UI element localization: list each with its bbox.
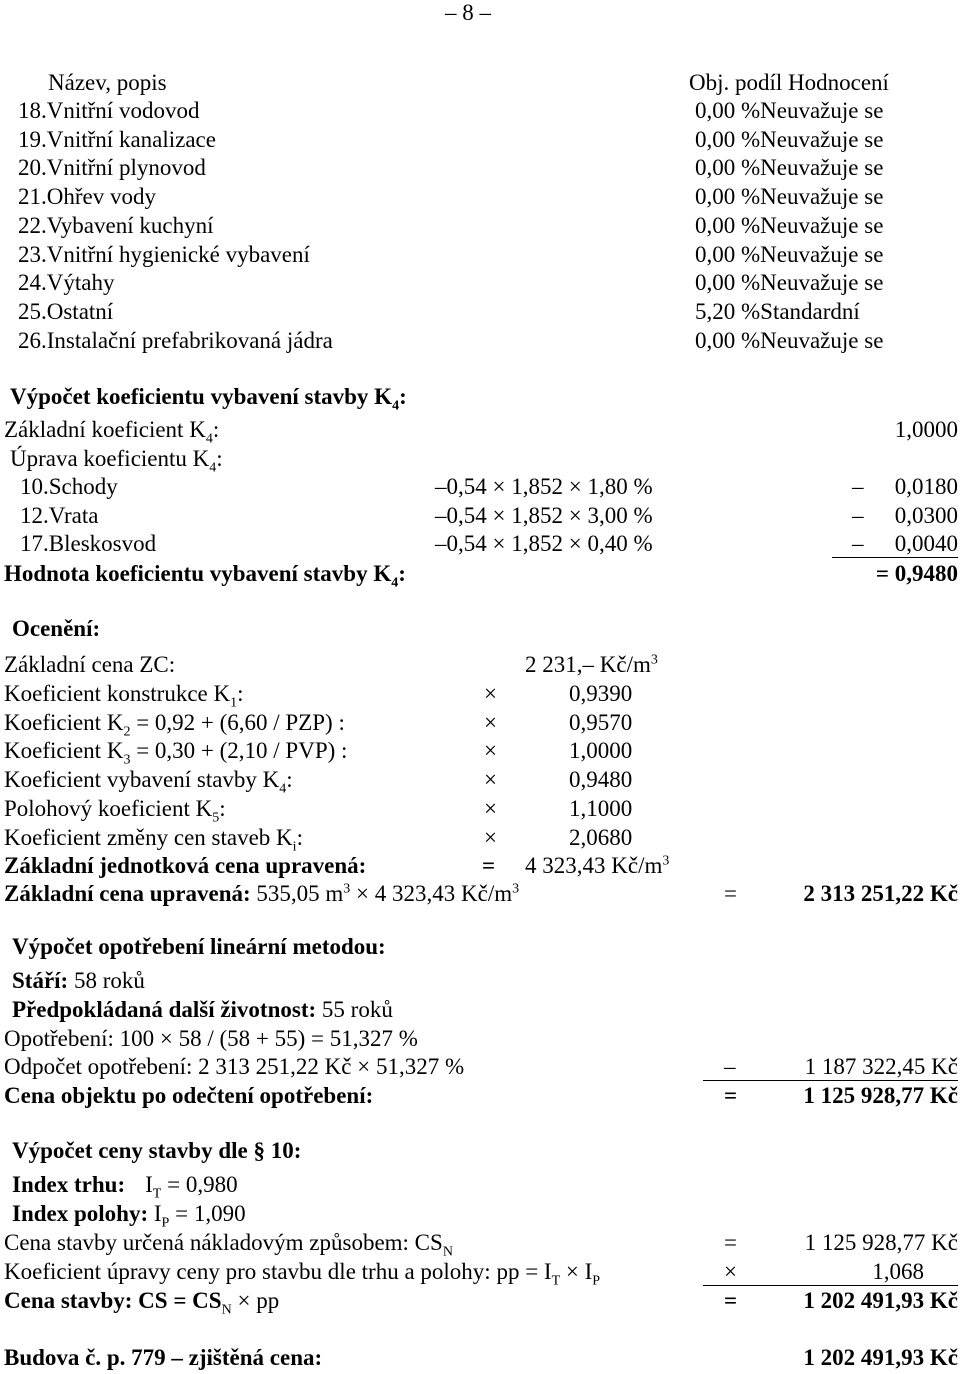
valuation-heading: Ocenění:: [12, 616, 101, 641]
remaining-life-row: Předpokládaná další životnost: 55 roků: [12, 997, 393, 1022]
adjustment-value: 0,0040: [894, 531, 958, 557]
coefficient-label: Koeficient $K_3 = 0,30 + (2,10 / PVP)$ :: [4, 738, 348, 768]
table-row-name: 19.Vnitřní kanalizace: [18, 126, 216, 152]
table-row-value: 0,00 %Neuvažuje se: [695, 212, 884, 238]
table-row-name: 20.Vnitřní plynovod: [18, 155, 206, 181]
depreciation-rule: [703, 1080, 958, 1081]
k4-result-value: = 0,9480: [875, 561, 958, 586]
table-row-value: 0,00 %Neuvažuje se: [695, 241, 884, 267]
coef-op: ×: [724, 1259, 737, 1284]
table-row-value: 0,00 %Neuvažuje se: [695, 270, 884, 296]
table-row-value: 0,00 %Neuvažuje se: [695, 155, 884, 181]
coefficient-label: Koeficient $K_2 = 0,92 + (6,60 / PZP)$ :: [4, 709, 345, 740]
table-row-name: 25.Ostatní: [18, 298, 114, 324]
coefficient-label: Koeficient změny cen staveb $K_i$:: [4, 824, 303, 855]
coefficient-op: ×: [484, 738, 497, 764]
k4-base-value: 1,0000: [894, 417, 958, 442]
final-price-op: =: [724, 1288, 738, 1313]
adjusted-price-op: =: [724, 881, 737, 906]
building-price-label: Budova č. p. 779 – zjištěná cena:: [4, 1345, 323, 1370]
table-row-value: 0,00 %Neuvažuje se: [695, 98, 884, 123]
cost-price-value: 1 125 928,77 Kč: [804, 1230, 958, 1255]
coefficient-value: 0,9390: [569, 681, 633, 706]
table-row-value: 0,00 %Neuvažuje se: [695, 184, 884, 210]
table-row-name: 24.Výtahy: [18, 270, 115, 296]
deduction-label: Odpočet opotřebení: 2 313 251,22 Kč × 51,327 %: [4, 1054, 465, 1079]
deduction-value: 1 187 322,45 Kč: [804, 1054, 958, 1079]
unit-price-op: =: [482, 853, 496, 878]
table-header-name: Název, popis: [48, 70, 167, 95]
coefficient-value: 1,0000: [569, 738, 633, 764]
coefficient-label: Koeficient konstrukce $K_1$:: [4, 681, 244, 711]
deduction-op: –: [724, 1054, 736, 1079]
k4-result-label: Hodnota koeficientu vybavení stavby $K_4$:: [4, 561, 406, 591]
k4-base-label: Základní koeficient $K_4$:: [4, 417, 220, 447]
location-index-row: Index polohy: $I_P = 1,090$: [12, 1201, 246, 1231]
coef-label: Koeficient úpravy ceny pro stavbu dle trhu a polohy: pp = $I_T \times I_P$: [4, 1259, 601, 1289]
unit-price-value: 4 323,43 $Kč/m^3$: [525, 853, 670, 878]
base-price-value: 2 231,– $Kč/m^3$: [525, 652, 658, 677]
section10-heading: Výpočet ceny stavby dle § 10:: [12, 1138, 302, 1163]
coefficient-op: ×: [484, 824, 497, 850]
adjustment-sign: –: [852, 531, 864, 557]
base-price-label: Základní cena ZC:: [4, 652, 176, 677]
building-price-value: 1 202 491,93 Kč: [803, 1345, 958, 1370]
coefficient-value: 0,9480: [569, 767, 633, 793]
table-header-share-rating: Obj. podíl Hodnocení: [689, 70, 889, 95]
table-row-name: 23.Vnitřní hygienické vybavení: [18, 241, 310, 267]
adjustment-sign: –: [852, 502, 864, 528]
adjustment-name: 12.Vrata: [20, 502, 99, 528]
table-row-name: 18.Vnitřní vodovod: [18, 98, 200, 123]
age-row: Stáří: 58 roků: [12, 968, 145, 993]
coefficient-value: 0,9570: [569, 709, 633, 735]
cost-price-op: =: [724, 1230, 737, 1255]
table-row-value: 0,00 %Neuvažuje se: [695, 126, 884, 152]
coefficient-op: ×: [484, 767, 497, 793]
k4-adjust-label: Úprava koeficientu $K_4$:: [10, 446, 223, 476]
wear-row: Opotřebení: 100 × 58 / (58 + 55) = 51,327 %: [4, 1026, 418, 1051]
adjustment-calc: –0,54 × 1,852 × 1,80 %: [435, 474, 653, 499]
table-row-value: 0,00 %Neuvažuje se: [695, 327, 884, 353]
adjustment-name: 17.Bleskosvod: [20, 531, 157, 557]
table-row-name: 26.Instalační prefabrikovaná jádra: [18, 327, 333, 353]
adjustment-calc: –0,54 × 1,852 × 3,00 %: [435, 502, 653, 528]
unit-price-label: Základní jednotková cena upravená:: [4, 853, 367, 878]
net-price-label: Cena objektu po odečtení opotřebení:: [4, 1083, 374, 1108]
final-price-formula: Cena stavby: CS = $CS_N$ × pp: [4, 1288, 280, 1318]
final-price-value: 1 202 491,93 Kč: [803, 1288, 958, 1313]
coefficient-op: ×: [484, 681, 497, 706]
cost-price-label: Cena stavby určená nákladovým způsobem: $CS_N$: [4, 1230, 453, 1260]
coef-value: 1,068: [872, 1259, 924, 1284]
coefficient-label: Polohový koeficient $K_5$:: [4, 795, 226, 826]
coefficient-op: ×: [484, 795, 497, 821]
section10-rule: [703, 1285, 958, 1286]
coefficient-value: 2,0680: [569, 824, 633, 850]
net-price-op: =: [724, 1083, 738, 1108]
table-row-value: 5,20 %Standardní: [695, 298, 860, 324]
k4-heading: Výpočet koeficientu vybavení stavby $K_4$:: [10, 384, 407, 414]
k4-sum-rule: [832, 557, 958, 558]
depreciation-heading: Výpočet opotřebení lineární metodou:: [12, 934, 386, 959]
page-number: – 8 –: [445, 0, 491, 25]
adjustment-name: 10.Schody: [20, 474, 118, 499]
coefficient-op: ×: [484, 709, 497, 735]
table-row-name: 21.Ohřev vody: [18, 184, 156, 210]
market-index-row: Index trhu: $I_T = 0,980$: [12, 1172, 238, 1202]
net-price-value: 1 125 928,77 Kč: [803, 1083, 958, 1108]
adjustment-sign: –: [852, 474, 864, 499]
adjustment-value: 0,0180: [894, 474, 958, 499]
adjustment-value: 0,0300: [894, 502, 958, 528]
table-row-name: 22.Vybavení kuchyní: [18, 212, 214, 238]
adjusted-price-row: Základní cena upravená: 535,05 $m^3 \times 4$ 323,43 $Kč/m^3$: [4, 881, 520, 906]
coefficient-value: 1,1000: [569, 795, 633, 821]
coefficient-label: Koeficient vybavení stavby $K_4$:: [4, 767, 293, 797]
adjustment-calc: –0,54 × 1,852 × 0,40 %: [435, 531, 653, 557]
adjusted-price-value: 2 313 251,22 Kč: [803, 881, 958, 906]
